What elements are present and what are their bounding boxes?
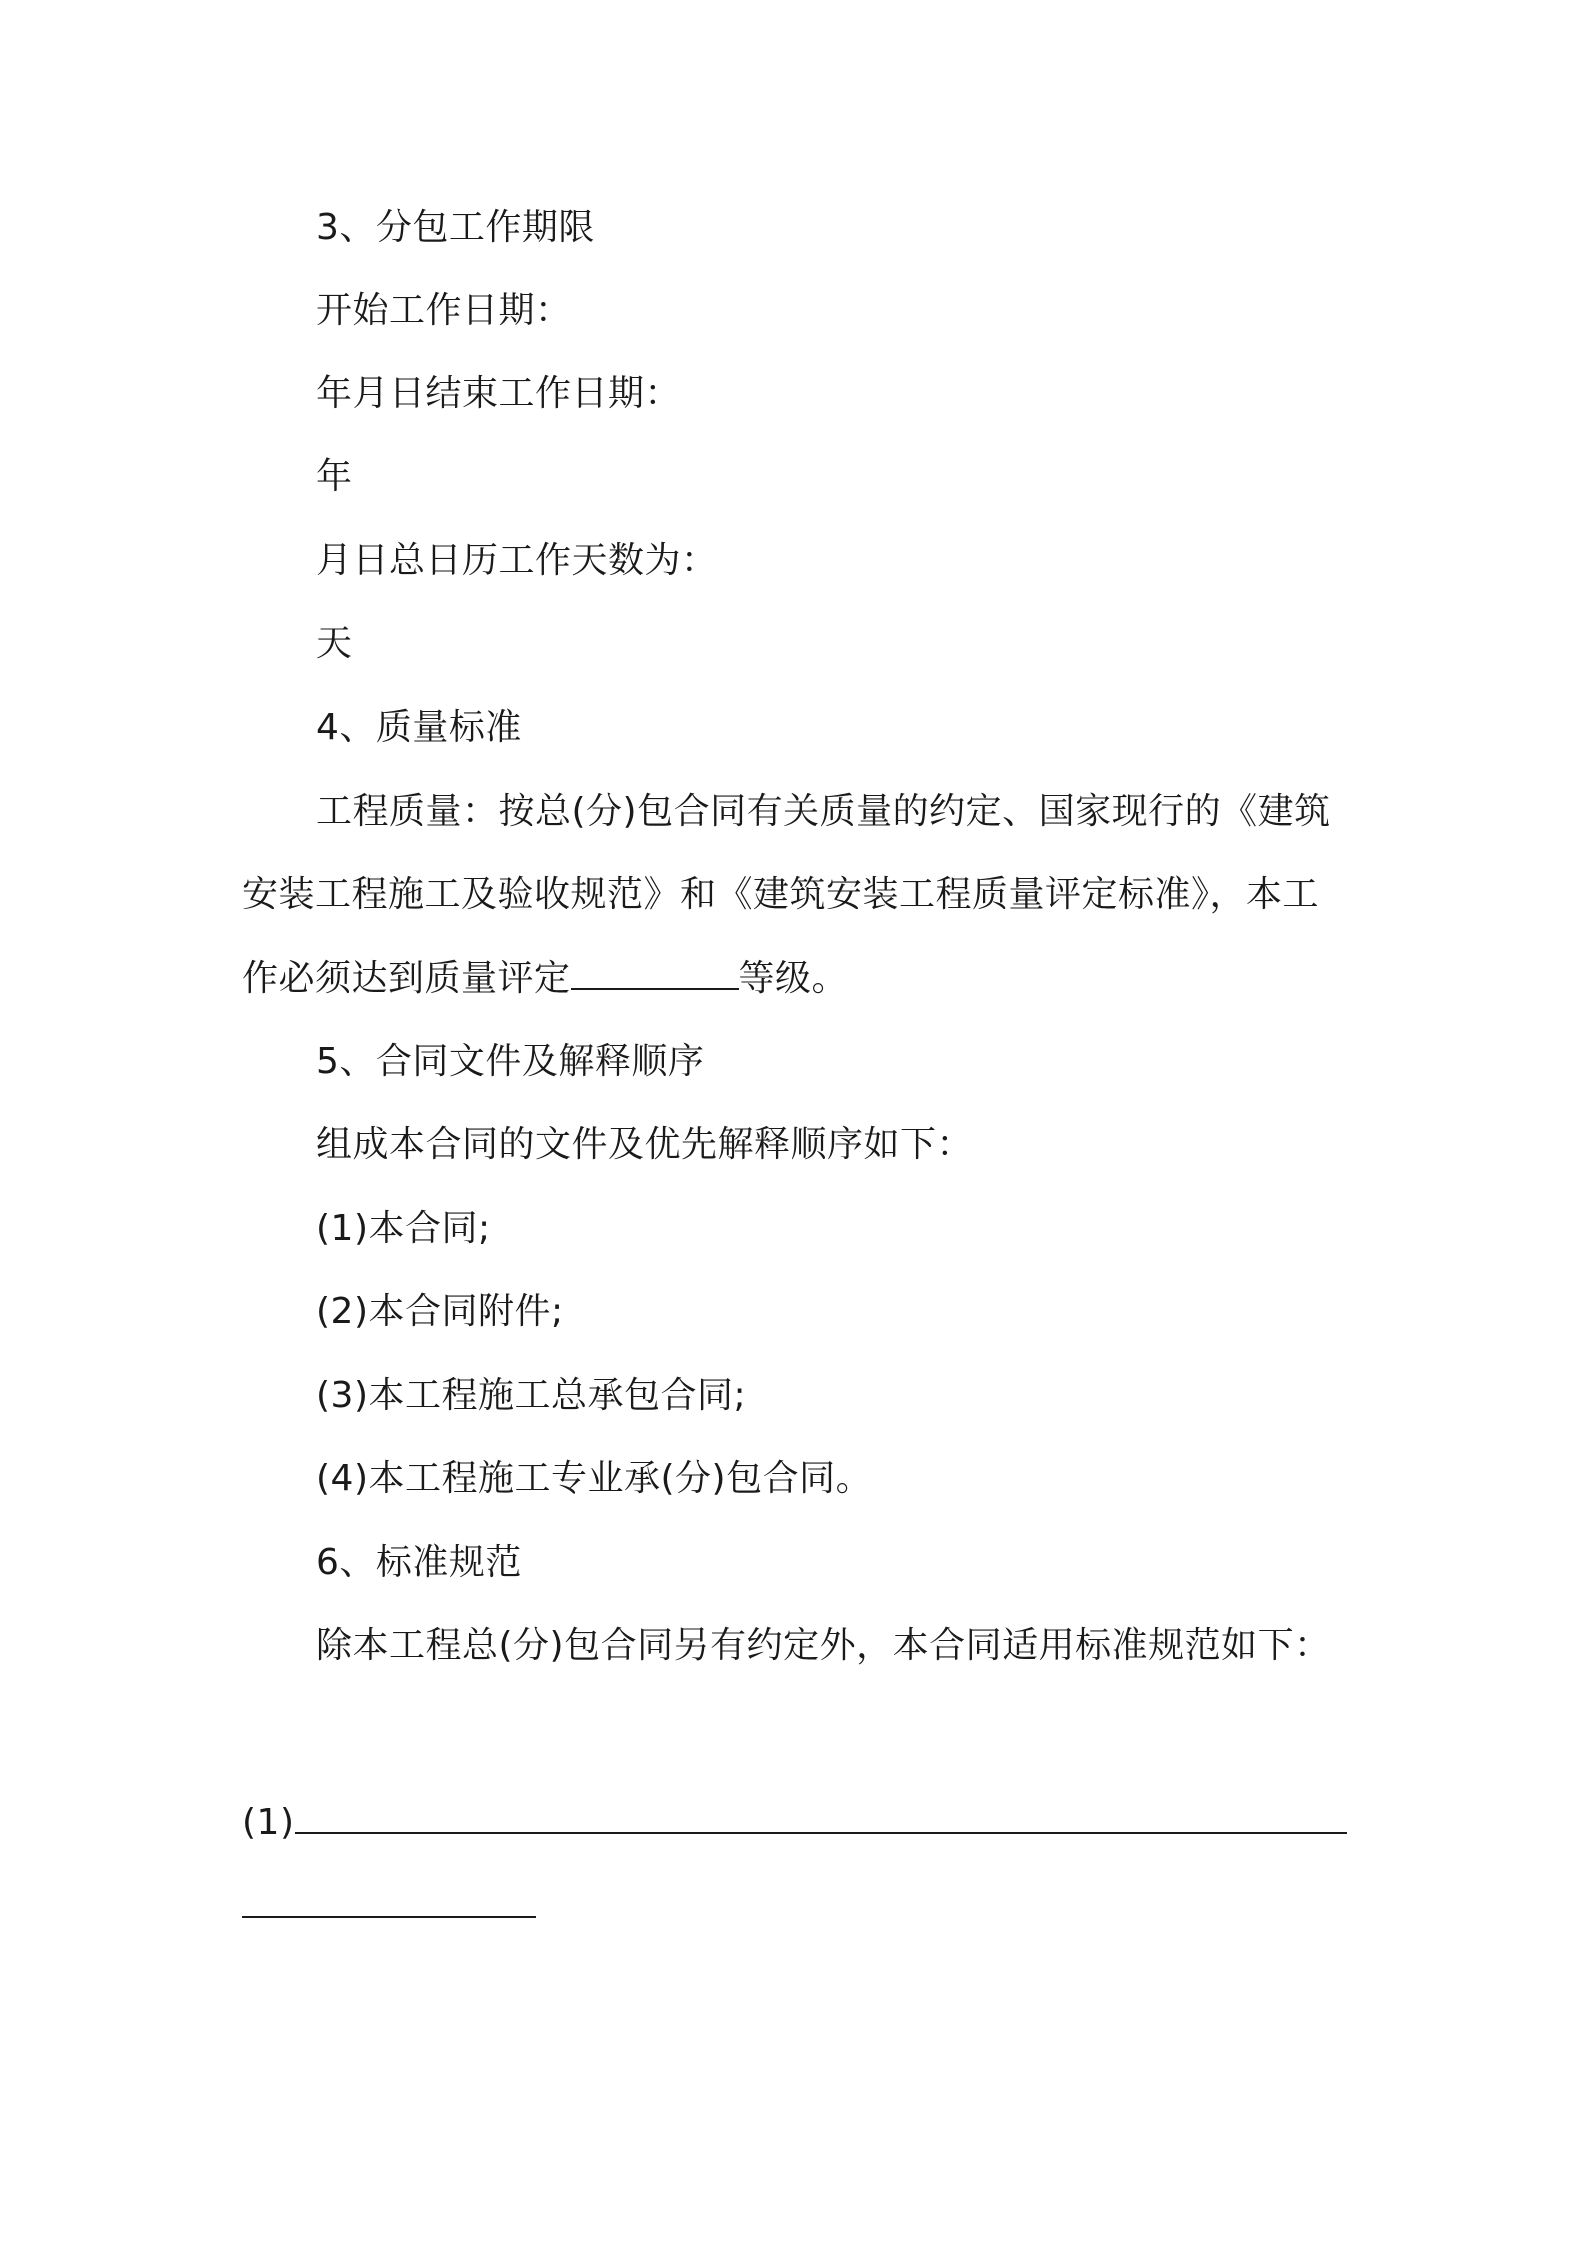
list-item: (1)本合同; [316, 1208, 491, 1249]
standards-item-1-label: (1) [242, 1802, 295, 1843]
start-date-label: 开始工作日期： [316, 290, 572, 331]
quality-paragraph-line-1: 工程质量：按总(分)包合同有关质量的约定、国家现行的《建筑 [316, 791, 1331, 832]
quality-grade-blank [571, 954, 739, 990]
quality-paragraph-line-3 [242, 954, 848, 1003]
section-3-heading: 3、分包工作期限 [316, 207, 595, 248]
list-item: (3)本工程施工总承包合同; [316, 1375, 747, 1416]
quality-paragraph-end: 等级。 [738, 958, 849, 999]
total-days-label: 月日总日历工作天数为： [316, 540, 718, 581]
day-unit: 天 [316, 623, 353, 664]
year-unit: 年 [316, 456, 353, 497]
section-5-heading: 5、合同文件及解释顺序 [316, 1041, 705, 1082]
standards-item-1 [242, 1798, 1347, 1847]
standards-item-1-blank [295, 1798, 1347, 1834]
quality-paragraph-text: 作必须达到质量评定 [242, 958, 571, 999]
list-item: (2)本合同附件; [316, 1291, 564, 1332]
quality-paragraph-line-2: 安装工程施工及验收规范》和《建筑安装工程质量评定标准》，本工 [242, 874, 1320, 915]
standards-intro: 除本工程总(分)包合同另有约定外，本合同适用标准规范如下： [316, 1625, 1331, 1666]
standards-item-1-continuation [242, 1882, 536, 1931]
end-date-label: 年月日结束工作日期： [316, 373, 682, 414]
section-4-heading: 4、质量标准 [316, 707, 522, 748]
standards-item-1-blank-continued [242, 1882, 536, 1918]
list-item: (4)本工程施工专业承(分)包合同。 [316, 1458, 873, 1499]
section-6-heading: 6、标准规范 [316, 1542, 522, 1583]
contract-docs-intro: 组成本合同的文件及优先解释顺序如下： [316, 1124, 974, 1165]
